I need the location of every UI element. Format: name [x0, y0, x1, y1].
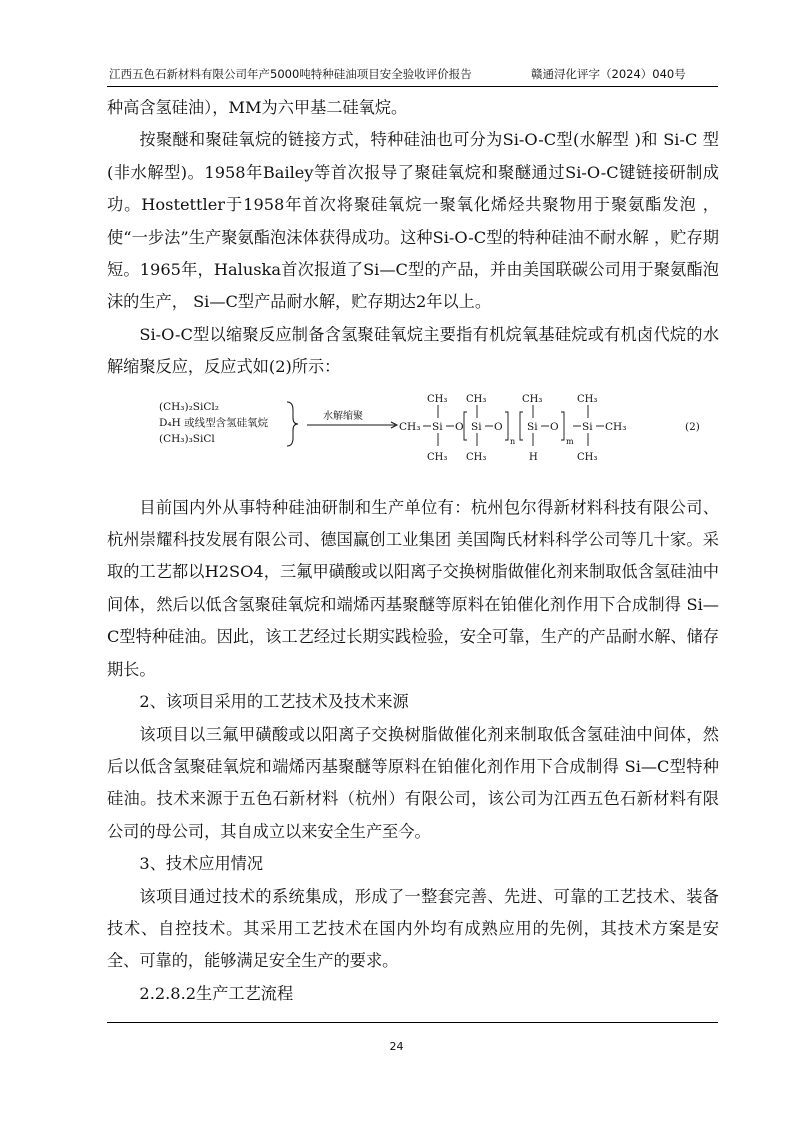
- product-ch3-top-2: CH₃: [466, 393, 487, 405]
- product-terminal-ch3-left: CH₃: [399, 420, 421, 433]
- report-title: 江西五色石新材料有限公司年产5000吨特种硅油项目安全验收评价报告: [109, 67, 472, 81]
- product-ch3-bottom-2: CH₃: [466, 451, 487, 463]
- footer-rule: [107, 1022, 718, 1023]
- bracket-n-left: [464, 412, 467, 440]
- product-o-3: O: [550, 420, 559, 433]
- product-si-4: Si: [582, 420, 593, 433]
- reaction-equation: [107, 388, 719, 482]
- bracket-m-right: [561, 412, 564, 440]
- arrow-label: 水解缩聚: [323, 410, 363, 422]
- product-si-2: Si: [471, 420, 482, 433]
- product-ch3-bottom-4: CH₃: [577, 451, 598, 463]
- paragraph-5: 该项目以三氟甲磺酸或以阳离子交换树脂做催化剂来制取低含氢硅油中间体，然后以低含氢聚硅氧烷和端烯丙基聚醚等原料在铂催化剂作用下合成制得 Si—C型特种硅油。技术来源于五色石新材料（杭州）有限公司，该公司为江西五色石新材料有限公司的母公司，其自成立以来安全生产至今。: [107, 724, 719, 841]
- document-number: 赣通浔化评字（2024）040号: [531, 67, 686, 81]
- product-h-bottom: H: [529, 451, 538, 463]
- section-heading: 2.2.8.2生产工艺流程: [139, 983, 294, 1003]
- product-ch3-top-3: CH₃: [522, 393, 543, 405]
- product-o-2: O: [494, 420, 503, 433]
- paragraph-3: Si-O-C型以缩聚反应制备含氢聚硅氧烷主要指有机烷氧基硅烷或有机卤代烷的水解缩聚反应，反应式如(2)所示：: [107, 324, 719, 377]
- paragraph-4: 目前国内外从事特种硅油研制和生产单位有：杭州包尔得新材料科技有限公司、杭州崇耀科技发展有限公司、德国赢创工业集团 美国陶氏材料科学公司等几十家。采取的工艺都以H2SO4，三氟甲磺酸或以阳离子交换树脂做催化剂来制取低含氢硅油中间体，然后以低含氢聚硅氧烷和端烯丙基聚醚等原料在铂催化剂作用下合成制得 Si—C型特种硅油。因此，该工艺经过长期实践检验，安全可靠，生产的产品耐水解、储存期长。: [107, 497, 719, 679]
- page-number: 24: [389, 1040, 404, 1053]
- reactant-dimethyldichlorosilane: (CH₃)₂SiCl₂: [159, 400, 219, 413]
- product-si-3: Si: [527, 420, 538, 433]
- heading-tech-application: 3、技术应用情况: [139, 854, 264, 874]
- brace: [287, 402, 298, 446]
- paragraph-6: 该项目通过技术的系统集成，形成了一整套完善、先进、可靠的工艺技术、装备技术、自控技术。其采用工艺技术在国内外均有成熟应用的先例，其技术方案是安全、可靠的，能够满足安全生产的要求。: [107, 886, 719, 971]
- product-si-1: Si: [432, 420, 443, 433]
- product-o-1: O: [455, 420, 464, 433]
- subscript-m: m: [566, 436, 574, 446]
- page-header: [107, 64, 718, 87]
- product-ch3-top-4: CH₃: [577, 393, 598, 405]
- reactant-hydrosiloxane: D₄H 或线型含氢硅氧烷: [159, 416, 269, 429]
- main-content: [107, 92, 719, 1010]
- equation-number: (2): [685, 420, 700, 433]
- bracket-n-right: [505, 412, 508, 440]
- product-ch3-bottom-1: CH₃: [427, 451, 448, 463]
- reaction-equation-svg: [155, 388, 715, 480]
- paragraph-2: 按聚醚和聚硅氧烷的链接方式，特种硅油也可分为Si-O-C型(水解型 )和 Si-C 型 (非水解型)。1958年Bailey等首次报导了聚硅氧烷和聚醚通过Si-O-C键链接研制成功。Hostettler于1958年首次将聚硅氧烷一聚氧化烯烃共聚物用于聚氨酯发泡 ，使“一步法”生产聚氨酯泡沫体获得成功。这种Si-O-C型的特种硅油不耐水解 ，贮存期短。1965年，Haluska首次报道了Si—C型的产品，并由美国联碳公司用于聚氨酯泡沫的生产， Si—C型产品耐水解，贮存期达2年以上。: [107, 130, 719, 312]
- subscript-n: n: [510, 436, 516, 446]
- product-terminal-ch3-right: CH₃: [605, 420, 627, 433]
- paragraph-1: 种高含氢硅油），MM为六甲基二硅氧烷。: [107, 98, 408, 117]
- heading-tech-source: 2、该项目采用的工艺技术及技术来源: [139, 692, 409, 712]
- reactant-trimethylchlorosilane: (CH₃)₃SiCl: [159, 432, 215, 445]
- bracket-m-left: [520, 412, 523, 440]
- product-ch3-top-1: CH₃: [427, 393, 448, 405]
